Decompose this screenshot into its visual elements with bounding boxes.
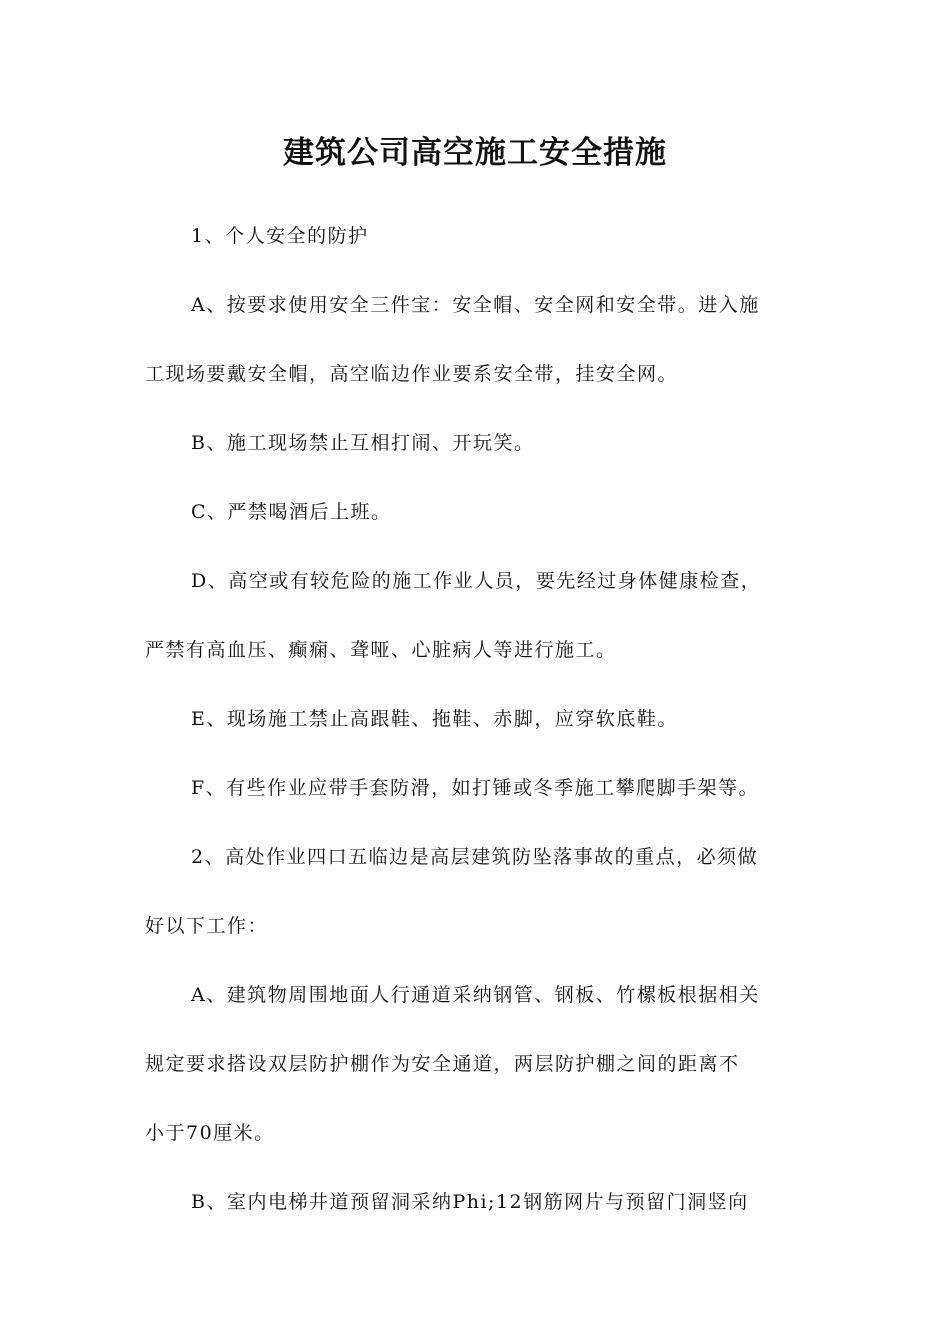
text-line-5: C、严禁喝酒后上班。 xyxy=(191,501,392,523)
text-line-15: B、室内电梯井道预留洞采纳Phi;12钢筋网片与预留门洞竖向 xyxy=(191,1191,749,1213)
text-line-8: E、现场施工禁止高跟鞋、拖鞋、赤脚，应穿软底鞋。 xyxy=(191,708,678,730)
text-line-9: F、有些作业应带手套防滑，如打锤或冬季施工攀爬脚手架等。 xyxy=(191,777,760,799)
text-line-7: 严禁有高血压、癫痫、聋哑、心脏病人等进行施工。 xyxy=(145,639,617,661)
text-line-6: D、高空或有较危险的施工作业人员，要先经过身体健康检查， xyxy=(191,570,762,592)
text-line-13: 规定要求搭设双层防护棚作为安全通道，两层防护棚之间的距离不 xyxy=(145,1053,740,1075)
document-title: 建筑公司高空施工安全措施 xyxy=(283,135,667,171)
text-line-4: B、施工现场禁止互相打闹、开玩笑。 xyxy=(191,432,535,454)
text-line-3: 工现场要戴安全帽，高空临边作业要系安全带，挂安全网。 xyxy=(145,363,679,385)
document-body xyxy=(145,202,807,1237)
text-line-2: A、按要求使用安全三件宝：安全帽、安全网和安全带。进入施 xyxy=(191,294,760,316)
text-line-11: 好以下工作： xyxy=(145,915,269,937)
text-line-1: 1、个人安全的防护 xyxy=(191,225,369,247)
text-line-10: 2、高处作业四口五临边是高层建筑防坠落事故的重点，必须做 xyxy=(191,846,759,868)
text-line-12: A、建筑物周围地面人行通道采纳钢管、钢板、竹樏板根据相关 xyxy=(191,984,760,1006)
text-line-14: 小于70厘米。 xyxy=(145,1122,275,1144)
